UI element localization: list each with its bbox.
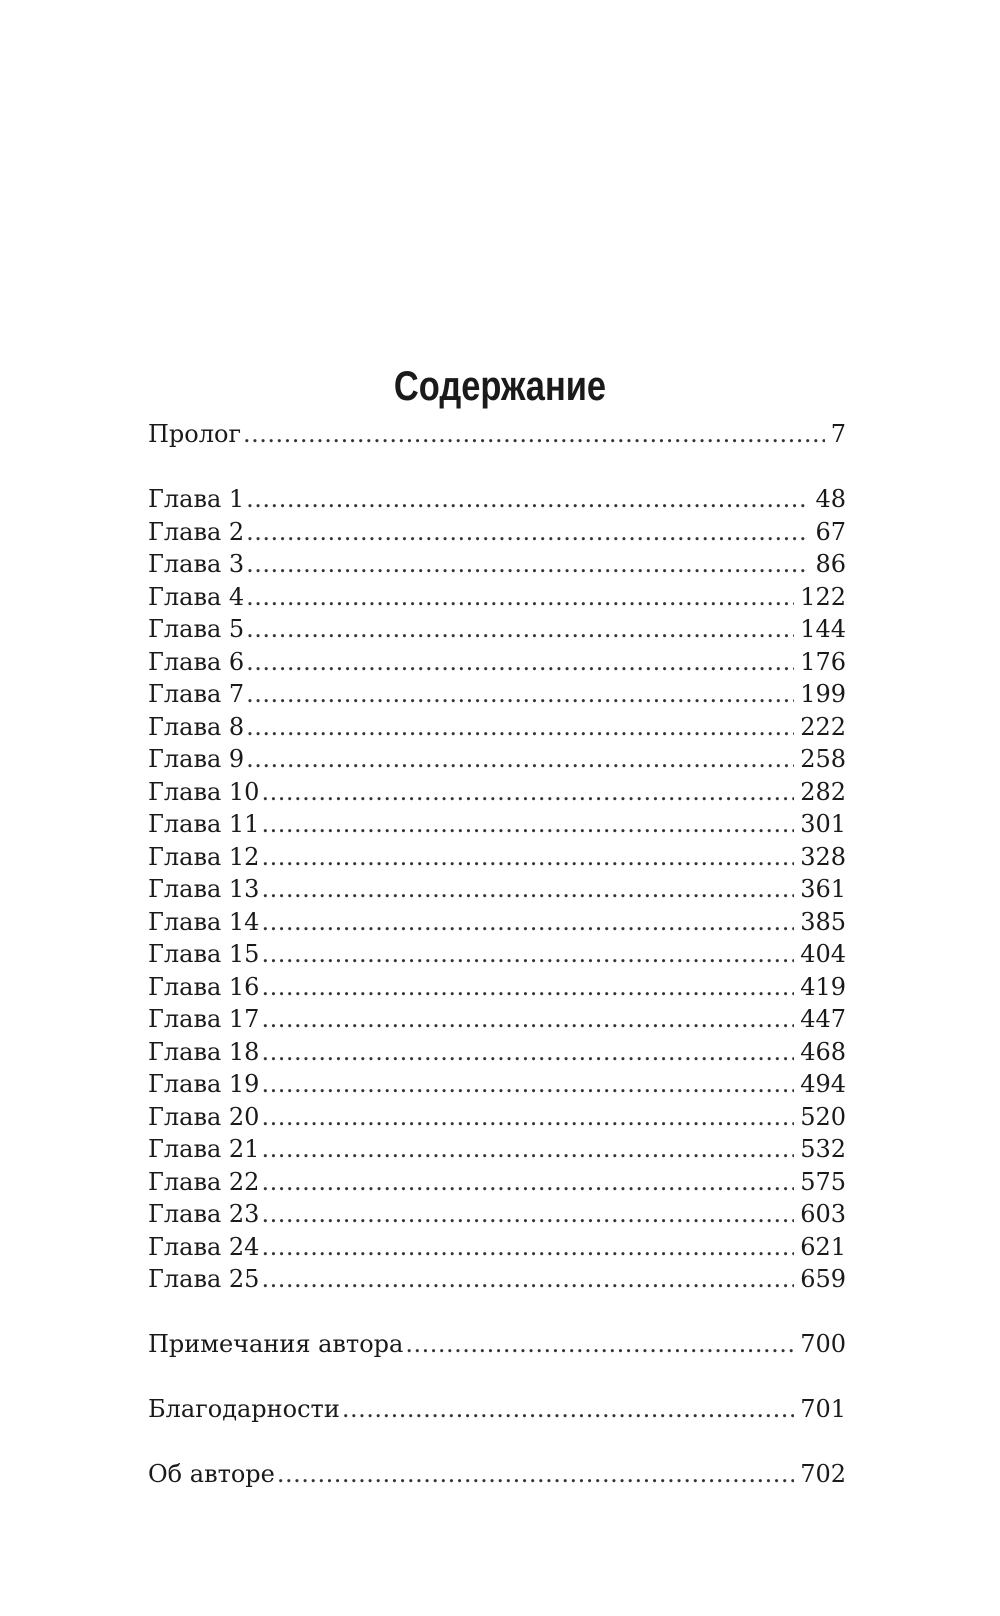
table-of-contents <box>148 418 846 1491</box>
toc-entry-label: Об авторе <box>148 1460 275 1488</box>
toc-leader-dots <box>261 938 794 971</box>
toc-entry <box>148 906 846 939</box>
toc-entry-label: Глава 16 <box>148 972 260 1001</box>
toc-entry-label: Глава 17 <box>148 1005 260 1033</box>
toc-leader-dots <box>246 646 794 679</box>
toc-entry-page-number: 385 <box>800 907 846 936</box>
toc-entry-page-number: 419 <box>800 972 846 1001</box>
toc-entry <box>148 776 846 809</box>
toc-leader-dots <box>261 808 794 841</box>
toc-entry <box>148 483 846 516</box>
toc-entry <box>148 841 846 874</box>
toc-entry-label: Глава 9 <box>148 745 245 773</box>
page-title: Содержание <box>393 362 607 409</box>
toc-entry-page-number: 144 <box>800 615 846 643</box>
toc-entry-page-number: 48 <box>815 485 846 513</box>
toc-entry <box>148 1458 846 1491</box>
toc-entry-label: Пролог <box>148 420 242 448</box>
toc-entry <box>148 418 846 451</box>
toc-entry-label: Глава 3 <box>148 550 245 578</box>
toc-entry-label: Глава 1 <box>148 485 245 513</box>
toc-entry-page-number: 176 <box>800 647 846 676</box>
toc-entry-page-number: 468 <box>800 1037 846 1066</box>
toc-entry-page-number: 199 <box>800 680 846 708</box>
toc-entry <box>148 873 846 906</box>
toc-leader-dots <box>405 1328 794 1361</box>
toc-leader-dots <box>261 1166 794 1199</box>
toc-entry-label: Глава 2 <box>148 517 245 546</box>
toc-entry-label: Глава 24 <box>148 1232 260 1261</box>
toc-entry-label: Глава 10 <box>148 777 260 806</box>
toc-leader-dots <box>246 678 794 711</box>
toc-entry-label: Глава 6 <box>148 647 245 676</box>
toc-leader-dots <box>261 776 794 809</box>
toc-entry-page-number: 282 <box>800 777 846 806</box>
toc-entry-page-number: 532 <box>800 1135 846 1163</box>
toc-entry-page-number: 258 <box>800 745 846 773</box>
toc-entry <box>148 1263 846 1296</box>
toc-leader-dots <box>246 548 809 581</box>
toc-entry <box>148 711 846 744</box>
toc-entry-page-number: 404 <box>800 940 846 968</box>
toc-entry-page-number: 222 <box>800 712 846 741</box>
toc-leader-dots <box>342 1393 794 1426</box>
toc-leader-dots <box>277 1458 794 1491</box>
toc-entry-page-number: 301 <box>800 810 846 838</box>
toc-entry <box>148 581 846 614</box>
toc-entry-label: Глава 22 <box>148 1167 260 1196</box>
toc-entry <box>148 743 846 776</box>
toc-leader-dots <box>261 906 794 939</box>
toc-entry-page-number: 7 <box>830 420 846 448</box>
toc-leader-dots <box>261 1036 794 1069</box>
toc-entry <box>148 1003 846 1036</box>
toc-entry-label: Глава 11 <box>148 810 260 838</box>
toc-entry <box>148 938 846 971</box>
toc-entry-label: Глава 21 <box>148 1135 260 1163</box>
toc-leader-dots <box>261 1133 794 1166</box>
toc-entry-page-number: 494 <box>800 1070 846 1098</box>
toc-entry-label: Глава 25 <box>148 1265 260 1293</box>
toc-entry-page-number: 520 <box>800 1102 846 1131</box>
toc-entry-label: Глава 12 <box>148 842 260 871</box>
toc-entry <box>148 1133 846 1166</box>
toc-entry <box>148 516 846 549</box>
toc-leader-dots <box>261 841 794 874</box>
toc-leader-dots <box>261 873 794 906</box>
toc-entry <box>148 1101 846 1134</box>
toc-entry-label: Глава 14 <box>148 907 260 936</box>
toc-leader-dots <box>243 418 825 451</box>
toc-entry-page-number: 575 <box>800 1167 846 1196</box>
toc-leader-dots <box>261 1263 794 1296</box>
toc-entry-page-number: 447 <box>800 1005 846 1033</box>
toc-entry-page-number: 659 <box>800 1265 846 1293</box>
toc-entry-label: Глава 15 <box>148 940 260 968</box>
toc-entry <box>148 1231 846 1264</box>
toc-leader-dots <box>246 516 809 549</box>
toc-leader-dots <box>261 1068 794 1101</box>
toc-entry <box>148 646 846 679</box>
toc-leader-dots <box>246 613 794 646</box>
toc-entry-page-number: 621 <box>800 1232 846 1261</box>
toc-entry-page-number: 702 <box>800 1460 846 1488</box>
toc-entry <box>148 1068 846 1101</box>
toc-entry-page-number: 86 <box>815 550 846 578</box>
toc-entry-label: Глава 18 <box>148 1037 260 1066</box>
toc-leader-dots <box>261 1101 794 1134</box>
toc-entry-page-number: 701 <box>800 1395 846 1423</box>
toc-entry-label: Глава 8 <box>148 712 245 741</box>
toc-leader-dots <box>261 971 794 1004</box>
toc-leader-dots <box>261 1198 794 1231</box>
toc-entry <box>148 1166 846 1199</box>
toc-entry-label: Благодарности <box>148 1395 340 1423</box>
toc-entry <box>148 548 846 581</box>
toc-entry-page-number: 700 <box>800 1330 846 1358</box>
toc-entry <box>148 1198 846 1231</box>
toc-entry <box>148 1036 846 1069</box>
toc-entry-label: Примечания автора <box>148 1330 404 1358</box>
toc-entry-page-number: 328 <box>800 842 846 871</box>
toc-entry-label: Глава 19 <box>148 1070 260 1098</box>
toc-entry-label: Глава 4 <box>148 582 245 611</box>
toc-entry <box>148 971 846 1004</box>
toc-leader-dots <box>261 1231 794 1264</box>
toc-entry-page-number: 603 <box>800 1200 846 1228</box>
toc-entry <box>148 678 846 711</box>
toc-entry-page-number: 122 <box>800 582 846 611</box>
toc-leader-dots <box>246 711 794 744</box>
toc-entry-label: Глава 13 <box>148 875 260 903</box>
toc-entry-page-number: 67 <box>815 517 846 546</box>
toc-entry <box>148 1393 846 1426</box>
toc-entry-label: Глава 5 <box>148 615 245 643</box>
toc-entry <box>148 613 846 646</box>
toc-entry-label: Глава 7 <box>148 680 245 708</box>
toc-entry <box>148 1328 846 1361</box>
toc-leader-dots <box>246 743 794 776</box>
toc-entry-page-number: 361 <box>800 875 846 903</box>
toc-entry-label: Глава 20 <box>148 1102 260 1131</box>
toc-leader-dots <box>261 1003 794 1036</box>
toc-entry-label: Глава 23 <box>148 1200 260 1228</box>
toc-leader-dots <box>246 581 794 614</box>
toc-leader-dots <box>246 483 809 516</box>
toc-entry <box>148 808 846 841</box>
